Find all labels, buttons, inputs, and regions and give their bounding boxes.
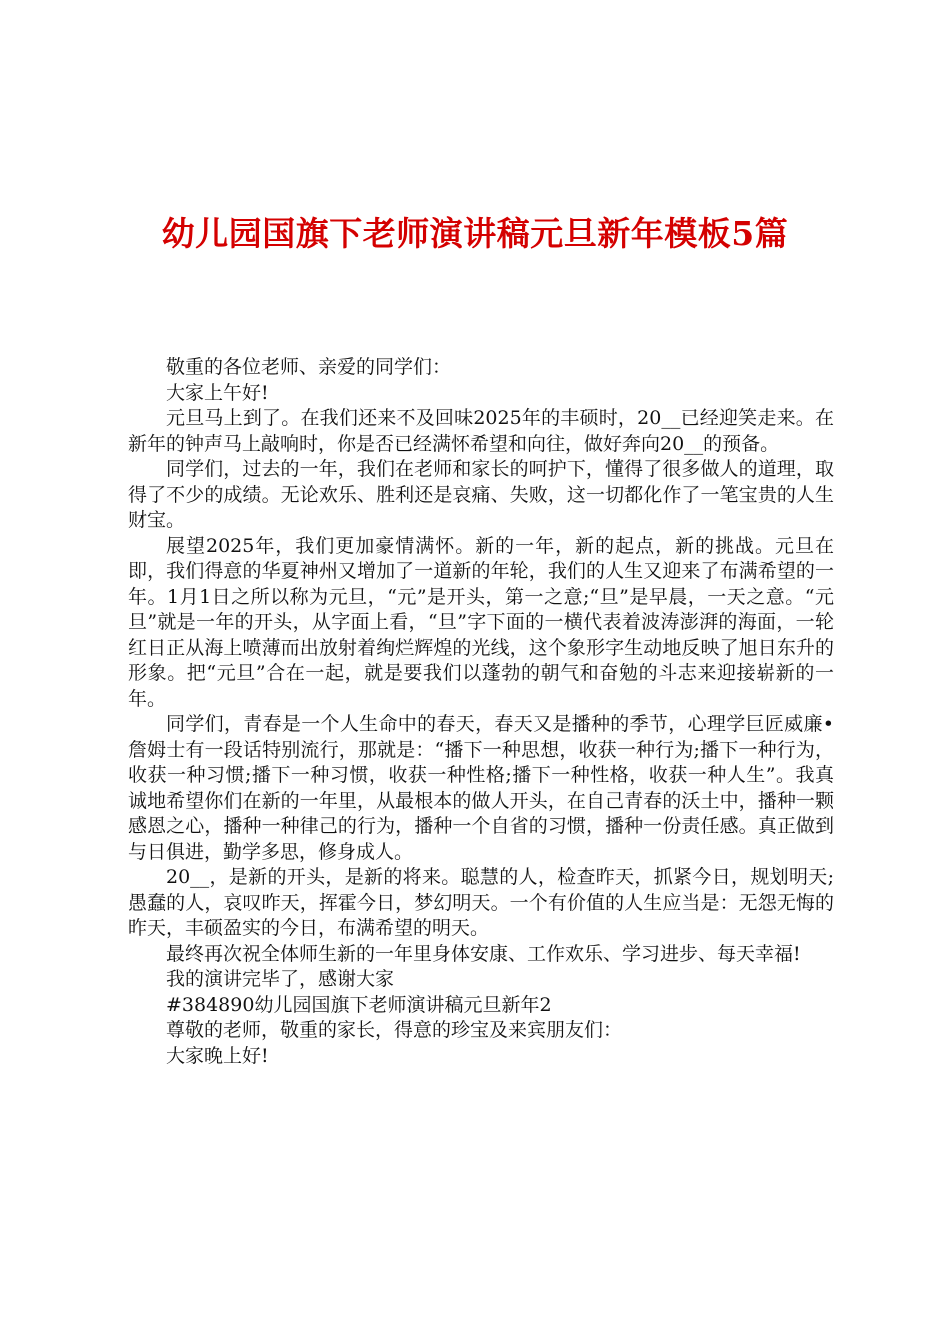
section-heading-2: #384890幼儿园国旗下老师演讲稿元旦新年2 <box>166 993 552 1016</box>
paragraph: 20__，是新的开头，是新的将来。聪慧的人，检查昨天，抓紧今日，规划明天;愚蠢的人，哀叹昨天，挥霍今日，梦幻明天。一个有价值的人生应当是：无怨无悔的昨天，丰硕盈实的今日，布满希望的明天。 <box>128 866 834 939</box>
paragraph-closing: 我的演讲完毕了，感谢大家 <box>166 968 395 990</box>
paragraph: 展望2025年，我们更加豪情满怀。新的一年，新的起点，新的挑战。元旦在即，我们得意的华夏神州又增加了一道新的年轮，我们的人生又迎来了布满希望的一年。1月1日之所以称为元旦，“元”是开头，第一之意;“旦”是早晨，一天之意。“元旦”就是一年的开头，从字面上看，“旦”字下面的一横代表着波涛澎湃的海面，一轮红日正从海上喷薄而出放射着绚烂辉煌的光线，这个象形字生动地反映了旭日东升的形象。把“元旦”合在一起，就是要我们以蓬勃的朝气和奋勉的斗志来迎接崭新的一年。 <box>128 534 834 710</box>
paragraph: 同学们，青春是一个人生命中的春天，春天又是播种的季节，心理学巨匠威廉•詹姆士有一段话特别流行，那就是：“播下一种思想，收获一种行为;播下一种行为，收获一种习惯;播下一种习惯，收获一种性格;播下一种性格，收获一种人生”。我真诚地希望你们在新的一年里，从最根本的做人开头，在自己青春的沃土中，播种一颗感恩之心，播种一种律己的行为，播种一个自省的习惯，播种一份责任感。真正做到与日俱进，勤学多思，修身成人。 <box>128 713 834 863</box>
paragraph: 最终再次祝全体师生新的一年里身体安康、工作欢乐、学习进步、每天幸福! <box>166 942 801 965</box>
document-title: 幼儿园国旗下老师演讲稿元旦新年模板5篇 <box>161 214 789 253</box>
paragraph-greeting-2: 尊敬的老师，敬重的家长，得意的珍宝及来宾朋友们： <box>166 1019 623 1041</box>
paragraph: 同学们，过去的一年，我们在老师和家长的呵护下，懂得了很多做人的道理，取得了不少的成绩。无论欢乐、胜利还是哀痛、失败，这一切都化作了一笔宝贵的人生财宝。 <box>128 458 834 531</box>
document-body <box>128 355 834 1069</box>
paragraph: 元旦马上到了。在我们还来不及回味2025年的丰硕时，20__已经迎笑走来。在新年的钟声马上敲响时，你是否已经满怀希望和向往，做好奔向20__的预备。 <box>128 407 834 455</box>
paragraph-good-morning: 大家上午好! <box>166 381 269 404</box>
paragraph-greeting: 敬重的各位老师、亲爱的同学们： <box>166 356 452 378</box>
paragraph-good-evening: 大家晚上好! <box>166 1044 269 1067</box>
